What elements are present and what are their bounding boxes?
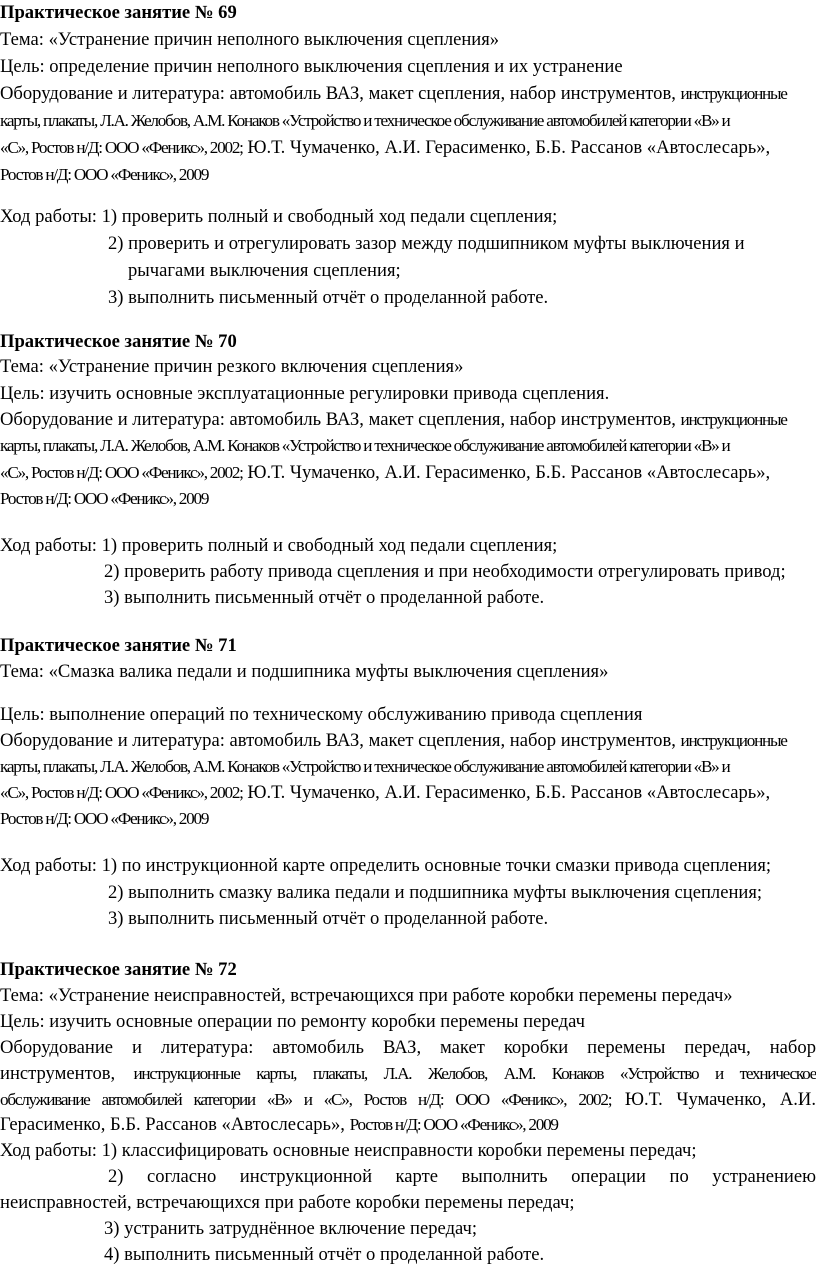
session-72-equipment-line-2: [0, 1061, 816, 1087]
session-72-step-4: 4) выполнить письменный отчёт о проделанной работе.: [104, 1244, 545, 1265]
session-72-equipment-publisher-2009: Ростов н/Д: ООО «Феникс», 2009: [349, 1115, 558, 1134]
session-70-equipment-line-2: карты, плакаты, Л.А. Желобов, А.М. Конаков «Устройство и техническое обслуживание автомобилей категории «В» и: [0, 436, 730, 455]
session-72-equipment-line-1: Оборудование и литература: автомобиль ВАЗ, макет коробки перемены передач, набор: [0, 1037, 816, 1058]
session-70-title: Практическое занятие № 70: [0, 331, 237, 352]
session-72-equipment-publisher: обслуживание автомобилей категории «В» и «С», Ростов н/Д: ООО «Феникс», 2002;: [0, 1090, 612, 1109]
session-69-equipment-line-4: Ростов н/Д: ООО «Феникс», 2009: [0, 165, 209, 184]
session-71-equipment-text-condensed: инструкционные: [680, 731, 787, 750]
session-70-equipment-text: Оборудование и литература: автомобиль ВАЗ, макет сцепления, набор инструментов,: [0, 409, 676, 430]
session-71-equipment-line-1: [0, 728, 816, 754]
session-71-equipment-line-4: Ростов н/Д: ООО «Феникс», 2009: [0, 809, 209, 828]
session-71-equipment-publisher: «С», Ростов н/Д: ООО «Феникс», 2002;: [0, 783, 243, 802]
session-69-equipment-line-2: карты, плакаты, Л.А. Желобов, А.М. Конаков «Устройство и техническое обслуживание автомобилей категории «В» и: [0, 111, 730, 130]
session-69-title: Практическое занятие № 69: [0, 2, 237, 23]
session-69-step-3: 3) выполнить письменный отчёт о проделанной работе.: [108, 287, 549, 308]
session-71-title: Практическое занятие № 71: [0, 635, 237, 656]
session-70-topic: Тема: «Устранение причин резкого включения сцепления»: [0, 356, 464, 377]
session-69-step-2-cont: рычагами выключения сцепления;: [128, 260, 401, 281]
session-70-equipment-publisher: «С», Ростов н/Д: ООО «Феникс», 2002;: [0, 463, 243, 482]
session-72-title: Практическое занятие № 72: [0, 959, 237, 980]
session-72-step-2: 2) согласно инструкционной карте выполнить операции по устранениею: [108, 1166, 816, 1187]
session-69-equipment-text: Оборудование и литература: автомобиль ВАЗ, макет сцепления, набор инструментов,: [0, 83, 676, 104]
session-69-goal: Цель: определение причин неполного выключения сцепления и их устранение: [0, 56, 623, 77]
session-69-equipment-authors: Ю.Т. Чумаченко, А.И. Гераcименко, Б.Б. Рассанов «Автослесарь»,: [247, 137, 771, 158]
session-71-step-1: Ход работы: 1) по инструкционной карте определить основные точки смазки привода сцепления;: [0, 855, 772, 876]
session-69-equipment-text-condensed: инструкционные: [680, 84, 787, 103]
session-70-equipment-line-3: [0, 460, 816, 486]
session-71-equipment-line-2: карты, плакаты, Л.А. Желобов, А.М. Конаков «Устройство и техническое обслуживание автомобилей категории «В» и: [0, 757, 730, 776]
session-70-equipment-line-1: [0, 407, 816, 433]
session-72-goal: Цель: изучить основные операции по ремонту коробки перемены передач: [0, 1011, 585, 1032]
session-72-equipment-line-4: [0, 1112, 816, 1138]
session-71-topic: Тема: «Смазка валика педали и подшипника муфты выключения сцепления»: [0, 661, 609, 682]
session-69-equipment-publisher: «С», Ростов н/Д: ООО «Феникс», 2002;: [0, 138, 243, 157]
session-72-equipment-authors: Ю.Т. Чумаченко, А.И.: [624, 1089, 816, 1110]
session-70-step-3: 3) выполнить письменный отчёт о проделанной работе.: [104, 587, 545, 608]
session-70-equipment-authors: Ю.Т. Чумаченко, А.И. Гераcименко, Б.Б. Рассанов «Автослесарь»,: [247, 462, 771, 483]
session-69-equipment-line-3: [0, 135, 816, 161]
session-69-step-2: 2) проверить и отрегулировать зазор между подшипником муфты выключения и: [108, 233, 745, 254]
session-71-equipment-authors: Ю.Т. Чумаченко, А.И. Гераcименко, Б.Б. Рассанов «Автослесарь»,: [247, 782, 771, 803]
session-69-step-1: Ход работы: 1) проверить полный и свободный ход педали сцепления;: [0, 206, 558, 227]
session-71-step-3: 3) выполнить письменный отчёт о проделанной работе.: [108, 908, 549, 929]
session-70-step-2: 2) проверить работу привода сцепления и при необходимости отрегулировать привод;: [104, 561, 786, 582]
session-72-equipment-line-3: [0, 1087, 816, 1113]
session-69-equipment-line-1: [0, 81, 816, 107]
session-69-topic: Тема: «Устранение причин неполного выключения сцепления»: [0, 29, 500, 50]
session-70-equipment-line-4: Ростов н/Д: ООО «Феникс», 2009: [0, 489, 209, 508]
session-70-equipment-text-condensed: инструкционные: [680, 410, 787, 429]
session-71-equipment-text: Оборудование и литература: автомобиль ВАЗ, макет сцепления, набор инструментов,: [0, 730, 676, 751]
session-72-equipment-authors-cont: Гераcименко, Б.Б. Рассанов «Автослесарь»,: [0, 1114, 345, 1135]
session-71-equipment-line-3: [0, 780, 816, 806]
session-72-equipment-instruments: инструментов,: [0, 1063, 116, 1084]
session-72-topic: Тема: «Устранение неисправностей, встречающихся при работе коробки перемены передач»: [0, 985, 733, 1006]
session-72-step-2-cont: неисправностей, встречающихся при работе коробки перемены передач;: [0, 1192, 575, 1213]
session-70-goal: Цель: изучить основные эксплуатационные регулировки привода сцепления.: [0, 383, 610, 404]
session-72-equipment-books: инструкционные карты, плакаты, Л.А. Желобов, А.М. Конаков «Устройство и техническое: [133, 1064, 816, 1083]
session-70-step-1: Ход работы: 1) проверить полный и свободный ход педали сцепления;: [0, 535, 558, 556]
session-71-goal: Цель: выполнение операций по техническому обслуживанию привода сцепления: [0, 704, 643, 725]
session-72-step-1: Ход работы: 1) классифицировать основные неисправности коробки перемены передач;: [0, 1140, 697, 1161]
session-71-step-2: 2) выполнить смазку валика педали и подшипника муфты выключения сцепления;: [108, 882, 763, 903]
session-72-step-3: 3) устранить затруднённое включение передач;: [104, 1218, 478, 1239]
